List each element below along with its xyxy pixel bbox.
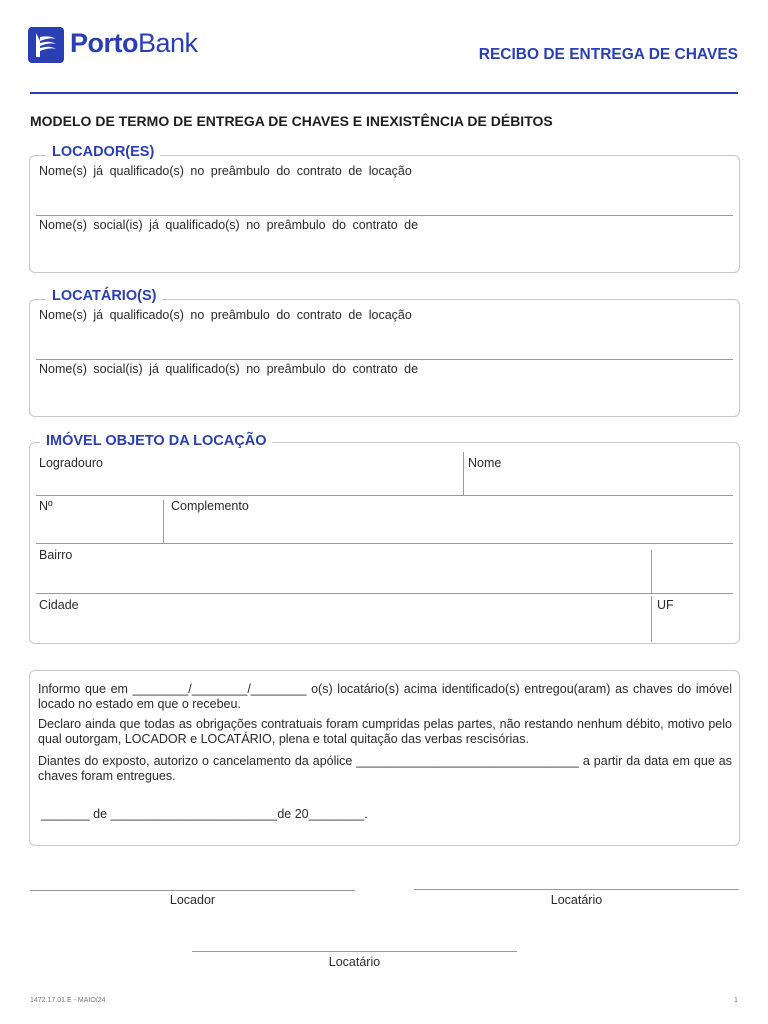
footer-code: 1472.17.01.E - MAIO/24: [30, 997, 106, 1004]
logradouro-divider: [463, 452, 464, 495]
locadores-name-label: Nome(s) já qualificado(s) no preâmbulo do contrato de locação: [39, 164, 412, 178]
locadores-name-line[interactable]: [36, 215, 733, 216]
porto-bank-logo-icon: [28, 27, 64, 63]
imovel-row-3-line: [36, 593, 733, 594]
cidade-divider: [651, 596, 652, 642]
locadores-legend: LOCADOR(ES): [46, 144, 160, 160]
page-number: 1: [734, 997, 738, 1004]
brand-name: [70, 28, 198, 59]
numero-divider: [163, 500, 164, 543]
document-title: RECIBO DE ENTREGA DE CHAVES: [478, 46, 738, 63]
numero-label: Nº: [39, 499, 53, 513]
locatario-signature-line-1[interactable]: [414, 889, 739, 890]
imovel-row-1-line: [36, 495, 733, 496]
bairro-label: Bairro: [39, 548, 73, 562]
imovel-legend: IMÓVEL OBJETO DA LOCAÇÃO: [40, 433, 272, 449]
brand-part-1: Porto: [70, 28, 138, 58]
locadores-social-label: Nome(s) social(is) já qualificado(s) no preâmbulo do contrato de: [39, 218, 419, 232]
locatario-signature-label-1: Locatário: [550, 893, 603, 907]
locatario-signature-label-2: Locatário: [328, 955, 381, 969]
header-rule: [30, 92, 738, 94]
declaracao-date-line: _______ de ________________________de 20________.: [41, 807, 368, 821]
brand-part-2: Bank: [138, 28, 198, 58]
locador-signature-label: Locador: [169, 893, 216, 907]
uf-label: UF: [657, 598, 674, 612]
cidade-label: Cidade: [39, 598, 79, 612]
locatarios-name-line[interactable]: [36, 359, 733, 360]
page-subtitle: MODELO DE TERMO DE ENTREGA DE CHAVES E INEXISTÊNCIA DE DÉBITOS: [30, 113, 553, 129]
locatario-signature-line-2[interactable]: [192, 951, 517, 952]
complemento-label: Complemento: [171, 499, 249, 513]
declaracao-paragraph-1: Informo que em ________/________/________ o(s) locatário(s) acima identificado(s) entregou(aram) as chaves do imóvel locado no estado em que o recebeu.: [38, 682, 732, 711]
locatarios-legend: LOCATÁRIO(S): [46, 288, 162, 304]
logradouro-label: Logradouro: [39, 456, 103, 470]
imovel-row-2-line: [36, 543, 733, 544]
nome-label: Nome: [468, 456, 502, 470]
declaracao-paragraph-2: Declaro ainda que todas as obrigações contratuais foram cumpridas pelas partes, não restando nenhum débito, motivo pelo qual outorgam, LOCADOR e LOCATÁRIO, plena e total quitação das verbas rescisórias.: [38, 717, 732, 746]
locatarios-social-label: Nome(s) social(is) já qualificado(s) no preâmbulo do contrato de: [39, 362, 419, 376]
locador-signature-line[interactable]: [30, 890, 355, 891]
bairro-divider: [651, 550, 652, 593]
locatarios-name-label: Nome(s) já qualificado(s) no preâmbulo do contrato de locação: [39, 308, 412, 322]
declaracao-paragraph-3: Diantes do exposto, autorizo o cancelamento da apólice ________________________________ a partir da data em que as chaves foram entregues.: [38, 754, 732, 783]
